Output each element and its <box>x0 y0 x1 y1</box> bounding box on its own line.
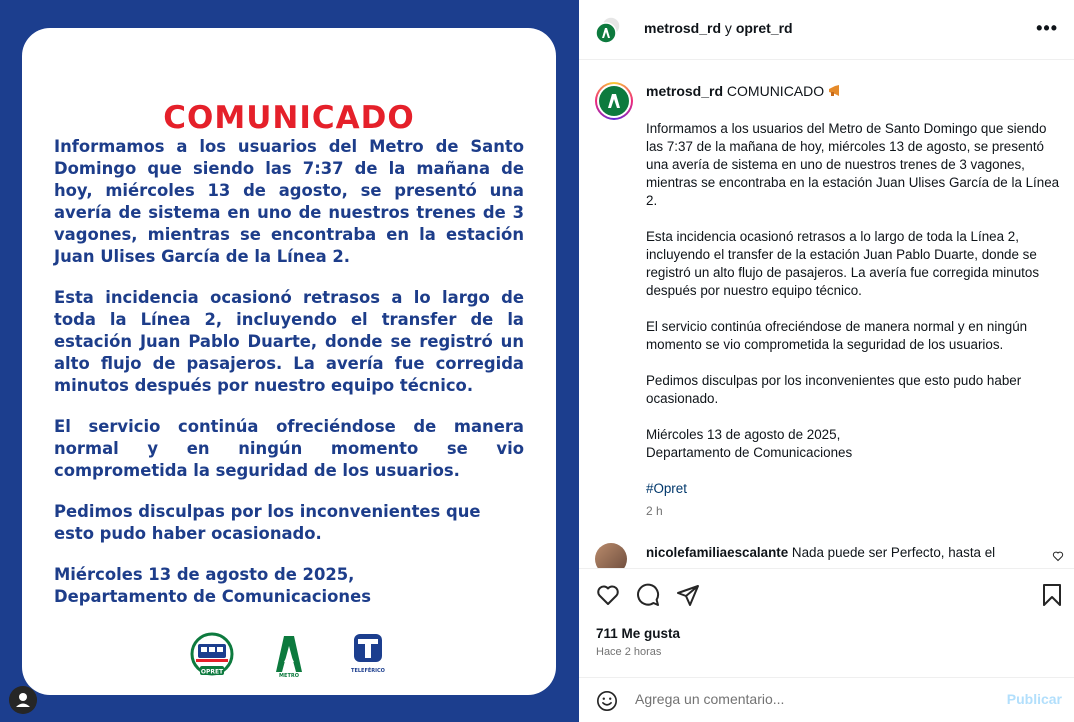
caption-headline: COMUNICADO <box>726 83 825 99</box>
likes-count[interactable]: 711 Me gusta <box>596 626 681 641</box>
metro-logo-text: METRO <box>279 673 299 678</box>
author-connector: y <box>724 20 732 36</box>
signature-department: Departamento de Comunicaciones <box>54 587 371 606</box>
caption-paragraph: Informamos a los usuarios del Metro de Santo Domingo que siendo las 7:37 de la mañana de hoy, miércoles 13 de agosto, se presentó una avería de sistema en uno de nuestros trenes de 3 vagones, mientras se encontraba en la estación Juan Ulises García de la Línea 2. <box>646 121 1060 208</box>
action-icons <box>579 583 1074 609</box>
logo-row <box>22 632 556 682</box>
caption-timestamp[interactable]: 2 h <box>646 504 663 518</box>
caption-avatar[interactable] <box>595 82 633 120</box>
bookmark-icon[interactable] <box>1042 583 1062 607</box>
share-icon[interactable] <box>676 583 700 607</box>
commenter-avatar[interactable] <box>595 543 627 568</box>
hashtag-link[interactable]: #Opret <box>646 481 687 496</box>
caption-paragraph: El servicio continúa ofreciéndose de manera normal y en ningún momento se vio comprometida la seguridad de los usuarios. <box>646 319 1028 352</box>
caption-signature-department: Departamento de Comunicaciones <box>646 445 853 460</box>
announcement-signature <box>54 564 524 608</box>
announcement-title: COMUNICADO <box>163 100 415 136</box>
comment-input[interactable] <box>635 687 995 711</box>
signature-date: Miércoles 13 de agosto de 2025, <box>54 565 355 584</box>
comment-text-block <box>646 544 1026 562</box>
announcement-paragraph: Pedimos disculpas por los inconvenientes que esto pudo haber ocasionado. <box>54 502 481 543</box>
emoji-icon[interactable] <box>596 690 618 712</box>
like-icon[interactable] <box>596 583 620 607</box>
comment-row <box>579 540 1074 568</box>
comment-like-icon[interactable] <box>1052 550 1064 562</box>
caption-signature-date: Miércoles 13 de agosto de 2025, <box>646 427 841 442</box>
caption-header <box>646 83 842 99</box>
post-age: Hace 2 horas <box>596 646 662 658</box>
comment-icon[interactable] <box>636 583 660 607</box>
announcement-paragraph: El servicio continúa ofreciéndose de manera normal y en ningún momento se vio comprometida la seguridad de los usuarios. <box>54 417 524 480</box>
opret-logo-text: OPRET <box>200 668 224 676</box>
publish-button[interactable]: Publicar <box>1006 691 1062 707</box>
teleferico-logo-text: TELEFÉRICO <box>351 668 385 674</box>
coauthor-username[interactable]: opret_rd <box>735 20 793 36</box>
action-bar <box>579 568 1074 722</box>
megaphone-icon <box>828 84 842 97</box>
more-options-button[interactable]: ••• <box>1036 18 1058 38</box>
comment-composer <box>579 677 1074 722</box>
caption-signature <box>646 426 1064 462</box>
announcement-body <box>54 136 524 627</box>
collab-authors <box>644 20 793 36</box>
metro-avatar-icon <box>599 86 629 116</box>
post-sidebar <box>579 0 1074 722</box>
opret-logo <box>188 632 236 678</box>
comment-text: Nada puede ser Perfecto, hasta el <box>791 545 996 560</box>
commenter-username[interactable]: nicolefamiliaescalante <box>646 545 789 560</box>
announcement-card <box>22 28 556 695</box>
caption-username[interactable]: metrosd_rd <box>646 83 724 99</box>
tagged-users-icon[interactable] <box>9 686 37 714</box>
post-header <box>579 0 1074 60</box>
caption-area <box>579 60 1074 568</box>
caption-paragraph: Pedimos disculpas por los inconvenientes que esto pudo haber ocasionado. <box>646 373 1022 406</box>
metro-logo <box>272 632 306 678</box>
announcement-paragraph: Informamos a los usuarios del Metro de Santo Domingo que siendo las 7:37 de la mañana de hoy, miércoles 13 de agosto, se presentó una avería de sistema en uno de nuestros trenes de 3 vagones, mientras se encontraba en la estación Juan Ulises García de la Línea 2. <box>54 137 524 266</box>
teleferico-logo <box>348 632 388 678</box>
caption-body <box>646 120 1064 516</box>
author-username[interactable]: metrosd_rd <box>644 20 722 36</box>
account-avatar[interactable] <box>594 16 622 44</box>
announcement-paragraph: Esta incidencia ocasionó retrasos a lo largo de toda la Línea 2, incluyendo el transfer de la estación Juan Pablo Duarte, donde se registró un alto flujo de pasajeros. La avería fue corregida minutos después por nuestro equipo técnico. <box>54 288 524 395</box>
caption-paragraph: Esta incidencia ocasionó retrasos a lo largo de toda la Línea 2, incluyendo el transfer de la estación Juan Pablo Duarte, donde se registró un alto flujo de pasajeros. La avería fue corregida minutos después por nuestro equipo técnico. <box>646 229 1040 298</box>
